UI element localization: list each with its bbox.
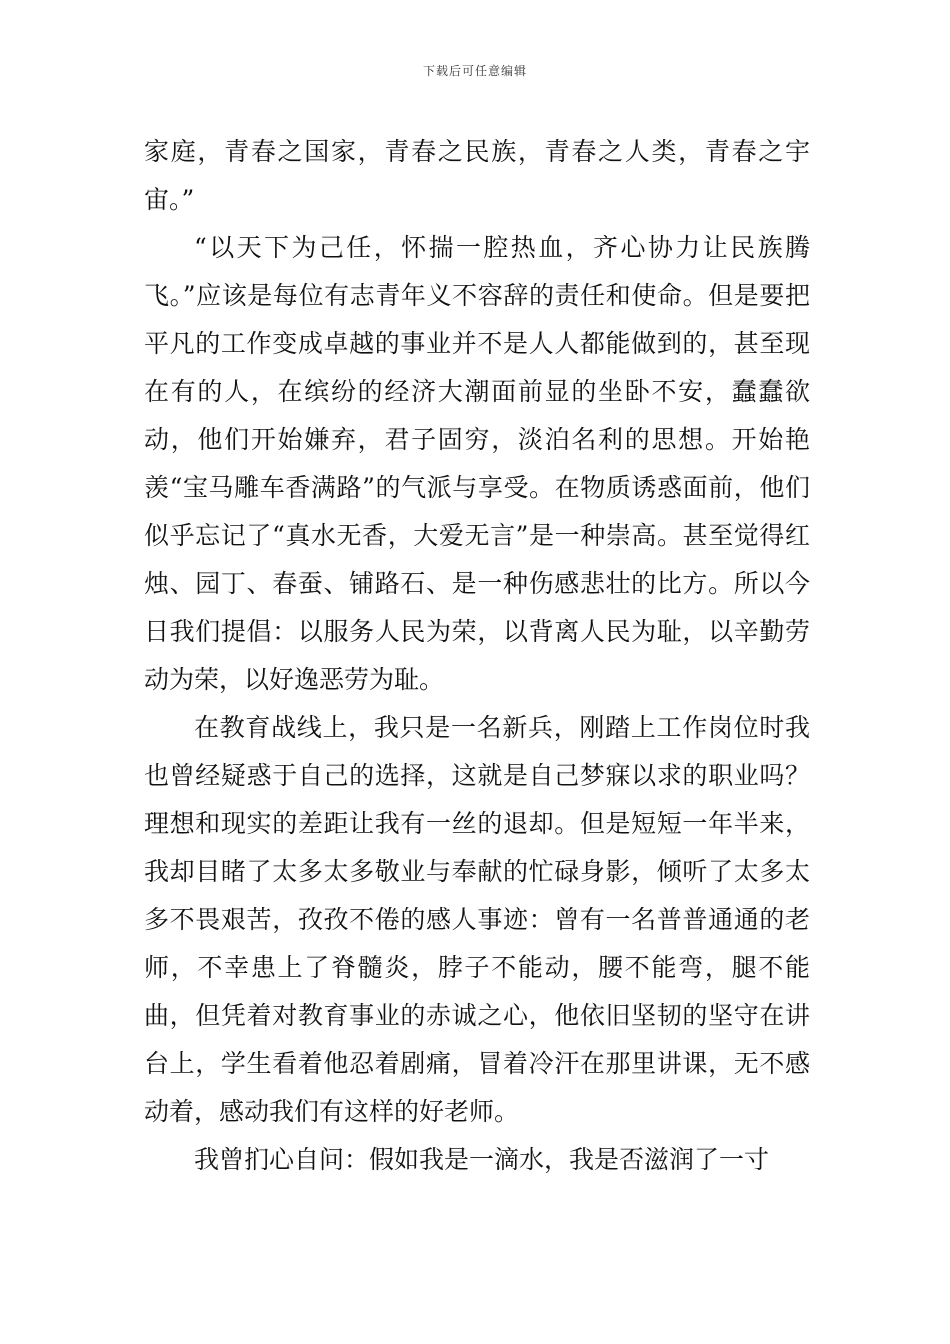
- page-header: 下载后可任意编辑: [422, 64, 527, 78]
- document-body: [144, 128, 810, 1184]
- paragraph: 在教育战线上，我只是一名新兵，刚踏上工作岗位时我也曾经疑惑于自己的选择，这就是自己梦寐以求的职业吗？理想和现实的差距让我有一丝的退却。但是短短一年半来，我却目睹了太多太多敬业与奉献的忙碌身影，倾听了太多太多不畏艰苦，孜孜不倦的感人事迹：曾有一名普普通通的老师，不幸患上了脊髓炎，脖子不能动，腰不能弯，腿不能曲，但凭着对教育事业的赤诚之心，他依旧坚韧的坚守在讲台上，学生看着他忍着剧痛，冒着冷汗在那里讲课，无不感动着，感动我们有这样的好老师。: [144, 713, 810, 1126]
- paragraph: “以天下为己任，怀揣一腔热血，齐心协力让民族腾飞。”应该是每位有志青年义不容辞的责任和使命。但是要把平凡的工作变成卓越的事业并不是人人都能做到的，甚至现在有的人，在缤纷的经济大潮面前显的坐卧不安，蠢蠢欲动，他们开始嫌弃，君子固穷，淡泊名利的思想。开始艳羡“宝马雕车香满路”的气派与享受。在物质诱惑面前，他们似乎忘记了“真水无香，大爱无言”是一种崇高。甚至觉得红烛、园丁、春蚕、铺路石、是一种伤感悲壮的比方。所以今日我们提倡：以服务人民为荣，以背离人民为耻，以辛勤劳动为荣，以好逸恶劳为耻。: [144, 233, 810, 694]
- paragraph: 我曾扪心自问：假如我是一滴水，我是否滋润了一寸: [194, 1145, 770, 1174]
- paragraph-continued: 家庭，青春之国家，青春之民族，青春之人类，青春之宇宙。”: [144, 137, 810, 214]
